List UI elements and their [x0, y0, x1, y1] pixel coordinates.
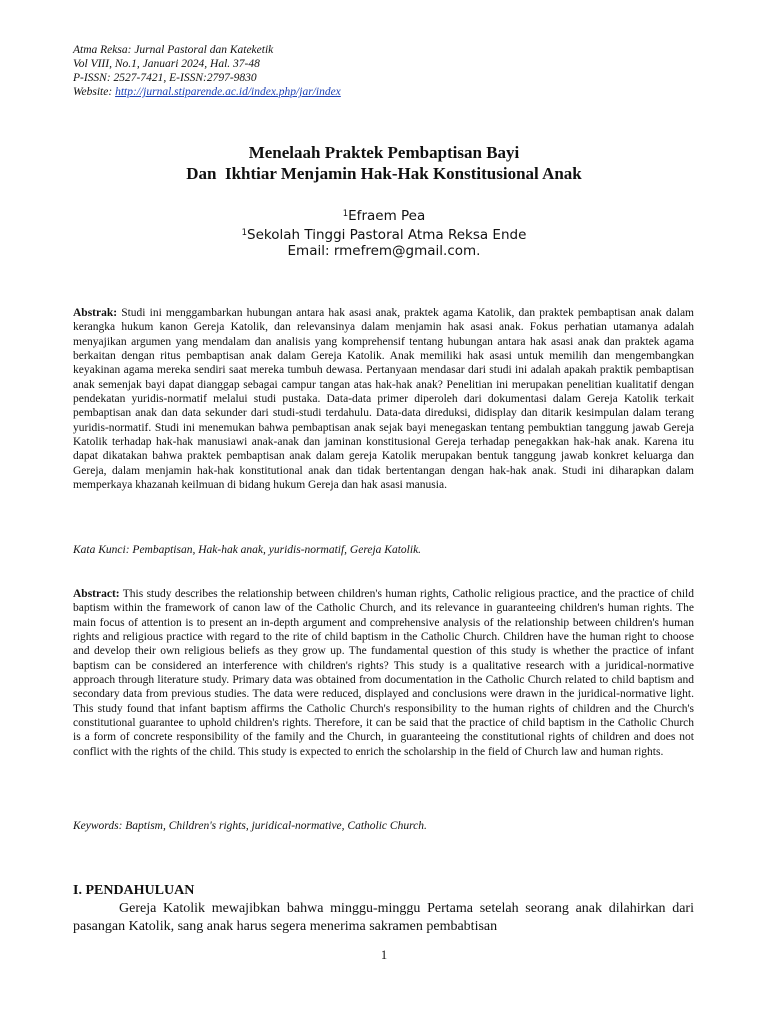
author-name: $^1$Efraem Pea	[342, 208, 426, 224]
abstrak-label: Abstrak:	[73, 307, 118, 319]
author-block	[0, 206, 768, 260]
website-label: Website:	[73, 86, 113, 98]
keywords-label: Keywords	[73, 820, 119, 832]
affiliation-superscript: 1	[241, 227, 248, 238]
author-affiliation: $^1$Sekolah Tinggi Pastoral Atma Reksa Ende	[241, 226, 527, 243]
abstract-text: This study describes the relationship between children's human rights, Catholic religious practice, and the practice of child baptism within the framework of canon law of the Catholic Church, and its relevance in guaranteeing children's human rights. The main focus of attention is to present an in-depth argument and comprehensive analysis of the relationship between children's human rights and religious practice with regard to the rite of child baptism in the Catholic Church. Children have the human right to choose and develop their own religious beliefs as they grow up. The fundamental question of this study is whether the practice of infant baptism can be considered an interference with children's rights? This study is a qualitative research with a juridical-normative approach through literature study. Primary data was obtained from documentation in the Catholic Church related to child baptism and secondary data from previous studies. The data were reduced, displayed and conclusions were drawn in the juridical-normative light. This study found that infant baptism affirms the Catholic Church's responsibility to the human rights of children and the Church's constitutional guarantee to uphold children's rights. Therefore, it can be said that the practice of child baptism in the Catholic Church is a form of concrete responsibility of the family and the Church, in guaranteeing the constitutional rights of children and does not conflict with the rights of the child. This study is expected to enrich the scholarship in the field of Church law and human rights.	[73, 588, 694, 758]
keywords-line	[73, 819, 694, 833]
journal-website	[73, 85, 341, 99]
paper-title	[0, 142, 768, 184]
author-email: Email: rmefrem@gmail.com.	[287, 243, 481, 259]
abstrak-paragraph	[73, 306, 694, 492]
keywords-text: : Baptism, Children's rights, juridical-normative, Catholic Church.	[118, 820, 427, 832]
journal-header	[73, 43, 341, 99]
title-line-2: Dan Ikhtiar Menjamin Hak-Hak Konstitusional Anak	[186, 164, 582, 183]
abstrak-text: Studi ini menggambarkan hubungan antara hak asasi anak, praktek agama Katolik, dan praktek pembaptisan anak dalam kerangka hukum kanon Gereja Katolik, dan relevansinya dalam menjamin hak asasi anak. Fokus perhatian utamanya adalah menyajikan argumen yang mendalam dan analisis yang komprehensif tentang hubungan antara hak asasi anak dan praktek agama berkaitan dengan ritus pembaptisan anak dalam Gereja Katolik. Anak memiliki hak asasi untuk memilih dan mengembangkan keyakinan agama mereka sendiri saat mereka tumbuh dewasa. Pertanyaan mendasar dari studi ini adalah apakah praktik pembaptisan anak semenjak bayi dapat dianggap sebagai campur tangan atas hak-hak anak? Penelitian ini merupakan penelitian kualitatif dengan pendekatan yuridis-normatif melalui studi pustaka. Data-data primer diperoleh dari dokumentasi dalam Gereja Katolik terkait pembaptisan anak dan data sekunder dari studi-studi terdahulu. Data-data direduksi, didisplay dan ditarik kesimpulan dalam terang yuridis-normatif. Studi ini menemukan bahwa pembaptisan anak sejak bayi menegaskan tentang pembuktian tanggung jawab Gereja Katolik terhadap hak-hak manusiawi anak-anak dan jaminan konstitusional Gereja terhadap penegakkan hak-hak anak. Karena itu dapat dikatakan bahwa praktek pembaptisan anak dalam gereja Katolik merupakan bentuk tanggung jawab konkret keluarga dan Gereja, dalam menjamin hak-hak konstitutional anak dan tidak bertentangan dengan hak-hak anak. Studi ini diharapkan dalam memperkaya khazanah keilmuan di bidang hukum Gereja dan hak asasi manusia.	[73, 307, 694, 492]
page-number: 1	[380, 948, 388, 962]
abstract-label: Abstract:	[73, 588, 120, 600]
website-link[interactable]: http://jurnal.stiparende.ac.id/index.php/jar/index	[115, 86, 341, 98]
author-superscript: 1	[342, 209, 349, 219]
title-line-1: Menelaah Praktek Pembaptisan Bayi	[248, 143, 520, 162]
journal-issn: P-ISSN: 2527-7421, E-ISSN:2797-9830	[73, 72, 257, 84]
abstract-paragraph	[73, 587, 694, 759]
section-heading: I. PENDAHULUAN	[73, 883, 195, 898]
kata-kunci: Kata Kunci: Pembaptisan, Hak-hak anak, yuridis-normatif, Gereja Katolik.	[73, 544, 422, 556]
journal-name: Atma Reksa: Jurnal Pastoral dan Kateketik	[73, 44, 274, 56]
intro-paragraph: Gereja Katolik mewajibkan bahwa minggu-minggu Pertama setelah seorang anak dilahirkan dari pasangan Katolik, sang anak harus segera menerima sakramen pembabtisan	[73, 901, 694, 934]
journal-volume: Vol VIII, No.1, Januari 2024, Hal. 37-48	[73, 58, 260, 70]
